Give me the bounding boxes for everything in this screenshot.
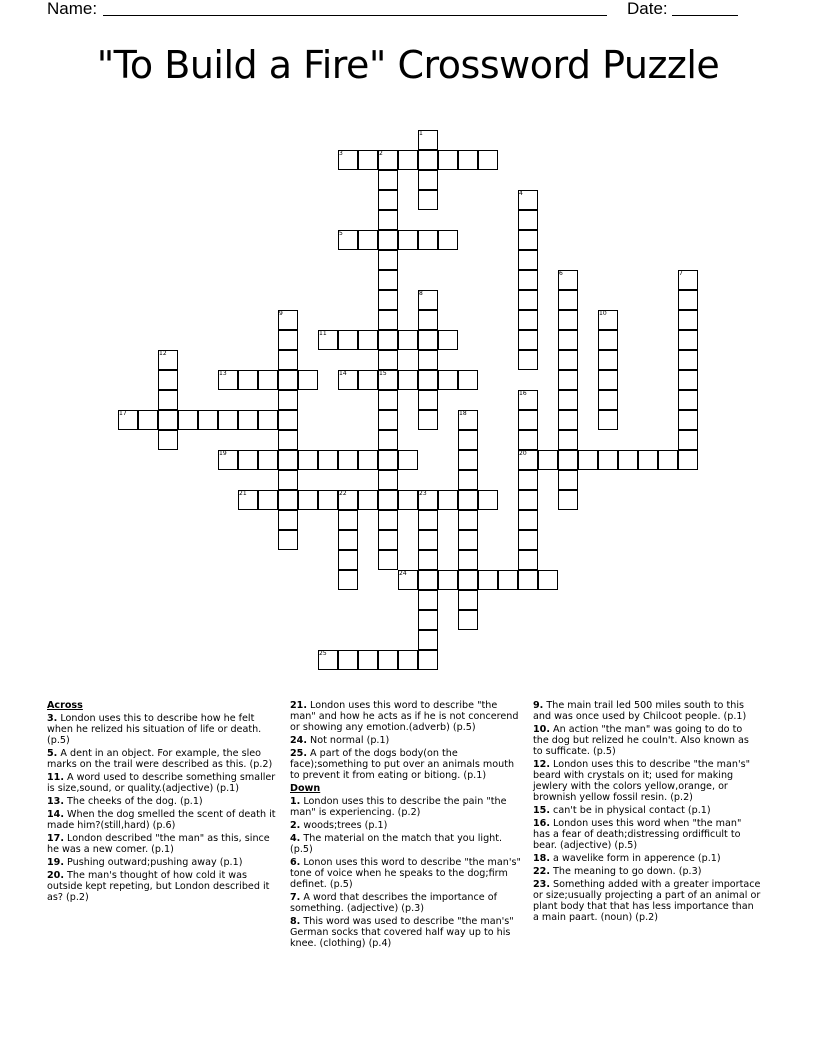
crossword-cell[interactable] bbox=[518, 210, 538, 230]
crossword-cell[interactable] bbox=[378, 210, 398, 230]
clue-item-text: The cheeks of the dog. (p.1) bbox=[64, 796, 203, 807]
clue-item-number: 24. bbox=[290, 735, 307, 746]
crossword-cell[interactable] bbox=[478, 490, 498, 510]
crossword-cell[interactable] bbox=[598, 450, 618, 470]
clue-number: 22 bbox=[339, 490, 347, 497]
clue-item-text: London described "the man" as this, since he was a new comer. (p.1) bbox=[47, 833, 270, 855]
clue-number: 19 bbox=[219, 450, 227, 457]
crossword-cell[interactable] bbox=[678, 290, 698, 310]
clue-item-number: 9. bbox=[533, 700, 544, 711]
crossword-cell[interactable] bbox=[338, 650, 358, 670]
crossword-cell[interactable] bbox=[598, 410, 618, 430]
clue-item-text: A word used to describe something smaller is size,sound, or quality.(adjective) (p.1) bbox=[47, 772, 276, 794]
clue-item-number: 14. bbox=[47, 809, 64, 820]
name-label: Name: bbox=[47, 0, 98, 18]
crossword-cell[interactable] bbox=[458, 470, 478, 490]
crossword-cell[interactable] bbox=[358, 450, 378, 470]
crossword-cell[interactable] bbox=[558, 430, 578, 450]
clue-item bbox=[47, 713, 279, 746]
crossword-cell[interactable] bbox=[458, 550, 478, 570]
crossword-cell[interactable] bbox=[258, 450, 278, 470]
clues-column-2 bbox=[290, 700, 524, 951]
crossword-cell[interactable] bbox=[538, 450, 558, 470]
crossword-cell[interactable] bbox=[418, 570, 438, 590]
clue-item-text: London uses this word when "the man" has a fear of death;distressing ordifficult to bear. (adjective) (p.5) bbox=[533, 818, 742, 851]
crossword-cell[interactable] bbox=[378, 250, 398, 270]
crossword-cell[interactable] bbox=[438, 330, 458, 350]
crossword-cell[interactable] bbox=[518, 430, 538, 450]
down-heading: Down bbox=[290, 783, 321, 794]
clue-item-text: When the dog smelled the scent of death it made him?(still,hard) (p.6) bbox=[47, 809, 276, 831]
clue-item bbox=[290, 857, 524, 890]
clue-item bbox=[290, 796, 524, 818]
clue-item bbox=[533, 818, 761, 851]
crossword-cell[interactable] bbox=[378, 510, 398, 530]
crossword-cell[interactable] bbox=[378, 550, 398, 570]
crossword-cell[interactable] bbox=[418, 370, 438, 390]
clue-item-text: London uses this to describe how he felt when he relized his situation of life or death. (p.5) bbox=[47, 713, 262, 746]
crossword-cell[interactable] bbox=[358, 650, 378, 670]
crossword-cell[interactable] bbox=[378, 270, 398, 290]
crossword-cell[interactable] bbox=[558, 410, 578, 430]
clue-item-text: The man's thought of how cold it was outside kept repeting, but London described it as? (p.2) bbox=[47, 870, 270, 903]
crossword-cell[interactable] bbox=[378, 430, 398, 450]
clue-number: 7 bbox=[679, 270, 683, 277]
crossword-cell[interactable] bbox=[518, 530, 538, 550]
crossword-cell[interactable] bbox=[518, 290, 538, 310]
clue-item-number: 4. bbox=[290, 833, 301, 844]
crossword-cell[interactable] bbox=[458, 570, 478, 590]
crossword-cell[interactable] bbox=[598, 390, 618, 410]
crossword-cell[interactable] bbox=[238, 370, 258, 390]
crossword-cell[interactable] bbox=[438, 370, 458, 390]
clue-number: 1 bbox=[419, 130, 423, 137]
crossword-cell[interactable] bbox=[398, 370, 418, 390]
crossword-cell[interactable] bbox=[458, 450, 478, 470]
clue-item bbox=[47, 809, 279, 831]
crossword-cell[interactable] bbox=[518, 350, 538, 370]
crossword-cell[interactable] bbox=[678, 310, 698, 330]
clue-number: 14 bbox=[339, 370, 347, 377]
crossword-cell[interactable] bbox=[558, 370, 578, 390]
crossword-cell[interactable] bbox=[418, 350, 438, 370]
crossword-cell[interactable] bbox=[458, 590, 478, 610]
clue-item-text: A part of the dogs body(on the face);something to put over an animals mouth to prevent it from eating or bitiong. (p.1) bbox=[290, 748, 515, 781]
crossword-cell[interactable] bbox=[298, 450, 318, 470]
crossword-cell[interactable] bbox=[418, 650, 438, 670]
crossword-cell[interactable] bbox=[278, 510, 298, 530]
clue-item-text: Lonon uses this word to describe "the man's" tone of voice when he speaks to the dog;firm definet. (p.5) bbox=[290, 857, 521, 890]
clue-number: 3 bbox=[339, 150, 343, 157]
crossword-cell[interactable] bbox=[438, 230, 458, 250]
crossword-cell[interactable] bbox=[398, 450, 418, 470]
clue-number: 2 bbox=[379, 150, 383, 157]
crossword-cell[interactable] bbox=[338, 330, 358, 350]
crossword-cell[interactable] bbox=[238, 410, 258, 430]
clue-number: 18 bbox=[459, 410, 467, 417]
crossword-cell[interactable] bbox=[398, 490, 418, 510]
down-clue-list bbox=[290, 796, 524, 949]
crossword-cell[interactable] bbox=[398, 330, 418, 350]
crossword-cell[interactable] bbox=[678, 350, 698, 370]
clue-item-number: 12. bbox=[533, 759, 550, 770]
clue-item-number: 13. bbox=[47, 796, 64, 807]
crossword-cell[interactable] bbox=[398, 230, 418, 250]
crossword-cell[interactable] bbox=[418, 550, 438, 570]
clue-item bbox=[290, 820, 524, 831]
clue-number: 5 bbox=[339, 230, 343, 237]
crossword-cell[interactable] bbox=[598, 330, 618, 350]
crossword-cell[interactable] bbox=[498, 570, 518, 590]
crossword-cell[interactable] bbox=[558, 350, 578, 370]
crossword-cell[interactable] bbox=[678, 430, 698, 450]
crossword-cell[interactable] bbox=[358, 490, 378, 510]
crossword-cell[interactable] bbox=[658, 450, 678, 470]
crossword-cell[interactable] bbox=[158, 370, 178, 390]
clue-item bbox=[533, 700, 761, 722]
clue-item-number: 22. bbox=[533, 866, 550, 877]
clue-number: 17 bbox=[119, 410, 127, 417]
crossword-cell[interactable] bbox=[158, 410, 178, 430]
clue-item bbox=[533, 866, 761, 877]
clue-item-number: 19. bbox=[47, 857, 64, 868]
crossword-cell[interactable] bbox=[558, 290, 578, 310]
clue-item-number: 1. bbox=[290, 796, 301, 807]
crossword-cell[interactable] bbox=[338, 510, 358, 530]
clue-item-text: A dent in an object. For example, the sleo marks on the trail were described as this. (p.2) bbox=[47, 748, 273, 770]
clue-item bbox=[533, 879, 761, 923]
crossword-cell[interactable] bbox=[558, 490, 578, 510]
crossword-cell[interactable] bbox=[438, 150, 458, 170]
crossword-cell[interactable] bbox=[518, 250, 538, 270]
crossword-cell[interactable] bbox=[418, 310, 438, 330]
clue-item bbox=[533, 805, 761, 816]
crossword-cell[interactable] bbox=[678, 410, 698, 430]
crossword-cell[interactable] bbox=[458, 370, 478, 390]
crossword-cell[interactable] bbox=[458, 510, 478, 530]
crossword-cell[interactable] bbox=[378, 650, 398, 670]
crossword-cell[interactable] bbox=[578, 450, 598, 470]
crossword-cell[interactable] bbox=[158, 430, 178, 450]
clue-item-number: 16. bbox=[533, 818, 550, 829]
clue-item bbox=[47, 772, 279, 794]
clue-item-text: A word that describes the importance of something. (adjective) (p.3) bbox=[290, 892, 497, 914]
clue-item bbox=[533, 759, 761, 803]
crossword-cell[interactable] bbox=[438, 490, 458, 510]
crossword-cell[interactable] bbox=[598, 350, 618, 370]
crossword-cell[interactable] bbox=[438, 570, 458, 590]
crossword-cell[interactable] bbox=[278, 330, 298, 350]
crossword-cell[interactable] bbox=[558, 470, 578, 490]
crossword-cell[interactable] bbox=[618, 450, 638, 470]
clue-item bbox=[290, 735, 524, 746]
crossword-cell[interactable] bbox=[678, 330, 698, 350]
crossword-cell[interactable] bbox=[418, 630, 438, 650]
crossword-cell[interactable] bbox=[558, 330, 578, 350]
crossword-cell[interactable] bbox=[678, 450, 698, 470]
crossword-cell[interactable] bbox=[378, 290, 398, 310]
clue-item-number: 3. bbox=[47, 713, 58, 724]
crossword-cell[interactable] bbox=[278, 530, 298, 550]
clue-item bbox=[533, 853, 761, 864]
clue-item bbox=[290, 892, 524, 914]
clue-item bbox=[533, 724, 761, 757]
crossword-cell[interactable] bbox=[418, 410, 438, 430]
clue-item-text: can't be in physical contact (p.1) bbox=[550, 805, 711, 816]
crossword-cell[interactable] bbox=[418, 610, 438, 630]
crossword-cell[interactable] bbox=[198, 410, 218, 430]
crossword-cell[interactable] bbox=[518, 550, 538, 570]
crossword-cell[interactable] bbox=[378, 490, 398, 510]
clue-item bbox=[47, 857, 279, 868]
clue-item bbox=[47, 870, 279, 903]
crossword-cell[interactable] bbox=[338, 530, 358, 550]
clue-item-text: Pushing outward;pushing away (p.1) bbox=[64, 857, 243, 868]
clue-item-number: 17. bbox=[47, 833, 64, 844]
clue-item-number: 8. bbox=[290, 916, 301, 927]
clue-number: 25 bbox=[319, 650, 327, 657]
across-heading: Across bbox=[47, 700, 83, 711]
clue-item-number: 21. bbox=[290, 700, 307, 711]
crossword-cell[interactable] bbox=[378, 350, 398, 370]
crossword-cell[interactable] bbox=[278, 370, 298, 390]
clue-item bbox=[290, 916, 524, 949]
crossword-cell[interactable] bbox=[238, 450, 258, 470]
clue-number: 9 bbox=[279, 310, 283, 317]
clue-item-number: 23. bbox=[533, 879, 550, 890]
crossword-cell[interactable] bbox=[418, 390, 438, 410]
clue-number: 24 bbox=[399, 570, 407, 577]
clue-item bbox=[47, 833, 279, 855]
clue-item-number: 15. bbox=[533, 805, 550, 816]
clue-number: 15 bbox=[379, 370, 387, 377]
crossword-cell[interactable] bbox=[258, 370, 278, 390]
crossword-cell[interactable] bbox=[418, 190, 438, 210]
crossword-cell[interactable] bbox=[378, 470, 398, 490]
clue-number: 23 bbox=[419, 490, 427, 497]
crossword-cell[interactable] bbox=[178, 410, 198, 430]
clue-item-number: 7. bbox=[290, 892, 301, 903]
crossword-cell[interactable] bbox=[358, 370, 378, 390]
clue-number: 20 bbox=[519, 450, 527, 457]
crossword-cell[interactable] bbox=[398, 150, 418, 170]
clue-item-number: 5. bbox=[47, 748, 58, 759]
crossword-cell[interactable] bbox=[258, 490, 278, 510]
clues-column-1 bbox=[47, 700, 279, 905]
crossword-cell[interactable] bbox=[298, 370, 318, 390]
crossword-cell[interactable] bbox=[378, 330, 398, 350]
crossword-cell[interactable] bbox=[278, 490, 298, 510]
crossword-cell[interactable] bbox=[278, 410, 298, 430]
crossword-cell[interactable] bbox=[478, 150, 498, 170]
clue-item-number: 2. bbox=[290, 820, 301, 831]
clue-number: 16 bbox=[519, 390, 527, 397]
crossword-cell[interactable] bbox=[358, 150, 378, 170]
clue-number: 4 bbox=[519, 190, 523, 197]
clue-item-text: Something added with a greater importace or size;usually projecting a part of an animal or plant body that that has less importance than a main paart. (noun) (p.2) bbox=[533, 879, 761, 923]
crossword-cell[interactable] bbox=[598, 370, 618, 390]
crossword-cell[interactable] bbox=[418, 590, 438, 610]
crossword-cell[interactable] bbox=[518, 490, 538, 510]
clue-item-text: An action "the man" was going to do to the dog but relized he couln't. Also known as to sufficate. (p.5) bbox=[533, 724, 749, 757]
crossword-cell[interactable] bbox=[518, 510, 538, 530]
crossword-cell[interactable] bbox=[218, 410, 238, 430]
clue-item-text: Not normal (p.1) bbox=[307, 735, 390, 746]
crossword-cell[interactable] bbox=[478, 570, 498, 590]
crossword-cell[interactable] bbox=[518, 410, 538, 430]
clue-item-text: woods;trees (p.1) bbox=[300, 820, 388, 831]
crossword-cell[interactable] bbox=[378, 170, 398, 190]
clue-number: 11 bbox=[319, 330, 327, 337]
date-label: Date: bbox=[627, 0, 668, 18]
crossword-cell[interactable] bbox=[678, 390, 698, 410]
clues-column-3 bbox=[533, 700, 761, 925]
clue-item bbox=[290, 700, 524, 733]
clue-item bbox=[290, 748, 524, 781]
crossword-cell[interactable] bbox=[458, 150, 478, 170]
crossword-cell[interactable] bbox=[358, 330, 378, 350]
crossword-cell[interactable] bbox=[418, 330, 438, 350]
crossword-cell[interactable] bbox=[418, 530, 438, 550]
crossword-cell[interactable] bbox=[258, 410, 278, 430]
across-clue-list bbox=[47, 713, 279, 903]
crossword-cell[interactable] bbox=[378, 310, 398, 330]
clue-number: 12 bbox=[159, 350, 167, 357]
crossword-cell[interactable] bbox=[338, 570, 358, 590]
crossword-cell[interactable] bbox=[458, 430, 478, 450]
crossword-cell[interactable] bbox=[518, 330, 538, 350]
clue-item-text: The material on the match that you light. (p.5) bbox=[290, 833, 503, 855]
crossword-cell[interactable] bbox=[638, 450, 658, 470]
crossword-cell[interactable] bbox=[518, 310, 538, 330]
crossword-cell[interactable] bbox=[358, 230, 378, 250]
clue-item-number: 25. bbox=[290, 748, 307, 759]
clue-item-number: 20. bbox=[47, 870, 64, 881]
crossword-cell[interactable] bbox=[458, 610, 478, 630]
clue-item-text: This word was used to describe "the man's" German socks that covered half way up to his knee. (clothing) (p.4) bbox=[290, 916, 514, 949]
crossword-cell[interactable] bbox=[298, 490, 318, 510]
clue-item-text: a wavelike form in apperence (p.1) bbox=[550, 853, 721, 864]
crossword-cell[interactable] bbox=[278, 350, 298, 370]
crossword-cell[interactable] bbox=[278, 390, 298, 410]
clue-number: 8 bbox=[419, 290, 423, 297]
crossword-cell[interactable] bbox=[518, 570, 538, 590]
across-clue-list-continued bbox=[290, 700, 524, 781]
clue-item bbox=[47, 796, 279, 807]
clue-number: 21 bbox=[239, 490, 247, 497]
crossword-cell[interactable] bbox=[558, 450, 578, 470]
crossword-cell[interactable] bbox=[418, 510, 438, 530]
clue-number: 10 bbox=[599, 310, 607, 317]
crossword-cell[interactable] bbox=[318, 450, 338, 470]
crossword-cell[interactable] bbox=[558, 310, 578, 330]
crossword-cell[interactable] bbox=[678, 370, 698, 390]
crossword-cell[interactable] bbox=[278, 470, 298, 490]
crossword-cell[interactable] bbox=[278, 430, 298, 450]
crossword-cell[interactable] bbox=[338, 450, 358, 470]
crossword-cell[interactable] bbox=[458, 530, 478, 550]
down-clue-list-continued bbox=[533, 700, 761, 923]
crossword-cell[interactable] bbox=[378, 190, 398, 210]
crossword-cell[interactable] bbox=[318, 490, 338, 510]
crossword-cell[interactable] bbox=[398, 650, 418, 670]
crossword-cell[interactable] bbox=[158, 390, 178, 410]
clue-item-text: London uses this to describe the pain "the man" is experiencing. (p.2) bbox=[290, 796, 507, 818]
crossword-cell[interactable] bbox=[418, 150, 438, 170]
crossword-cell[interactable] bbox=[138, 410, 158, 430]
crossword-cell[interactable] bbox=[378, 450, 398, 470]
clue-item-number: 18. bbox=[533, 853, 550, 864]
crossword-cell[interactable] bbox=[338, 550, 358, 570]
crossword-cell[interactable] bbox=[458, 490, 478, 510]
clue-item-text: The main trail led 500 miles south to this and was once used by Chilcoot people. (p.1) bbox=[533, 700, 747, 722]
crossword-cell[interactable] bbox=[378, 390, 398, 410]
clue-item-number: 11. bbox=[47, 772, 64, 783]
crossword-cell[interactable] bbox=[518, 230, 538, 250]
clue-number: 13 bbox=[219, 370, 227, 377]
crossword-cell[interactable] bbox=[278, 450, 298, 470]
clue-item bbox=[290, 833, 524, 855]
clue-item bbox=[47, 748, 279, 770]
crossword-cell[interactable] bbox=[518, 270, 538, 290]
clue-number: 6 bbox=[559, 270, 563, 277]
crossword-cell[interactable] bbox=[378, 410, 398, 430]
crossword-cell[interactable] bbox=[558, 390, 578, 410]
clue-item-text: The meaning to go down. (p.3) bbox=[550, 866, 702, 877]
crossword-cell[interactable] bbox=[378, 230, 398, 250]
crossword-cell[interactable] bbox=[418, 230, 438, 250]
crossword-cell[interactable] bbox=[538, 570, 558, 590]
clue-item-text: London uses this word to describe "the man" and how he acts as if he is not concerend or showing any emotion.(adverb) (p.5) bbox=[290, 700, 519, 733]
crossword-cell[interactable] bbox=[418, 170, 438, 190]
crossword-cell[interactable] bbox=[378, 530, 398, 550]
clue-item-number: 6. bbox=[290, 857, 301, 868]
page-title: "To Build a Fire" Crossword Puzzle bbox=[96, 43, 720, 87]
crossword-cell[interactable] bbox=[518, 470, 538, 490]
clue-item-text: London uses this to describe "the man's" beard with crystals on it; used for making jewlery with the colors yellow,orange, or brownish yellow fossil resin. (p.2) bbox=[533, 759, 751, 803]
clue-item-number: 10. bbox=[533, 724, 550, 735]
